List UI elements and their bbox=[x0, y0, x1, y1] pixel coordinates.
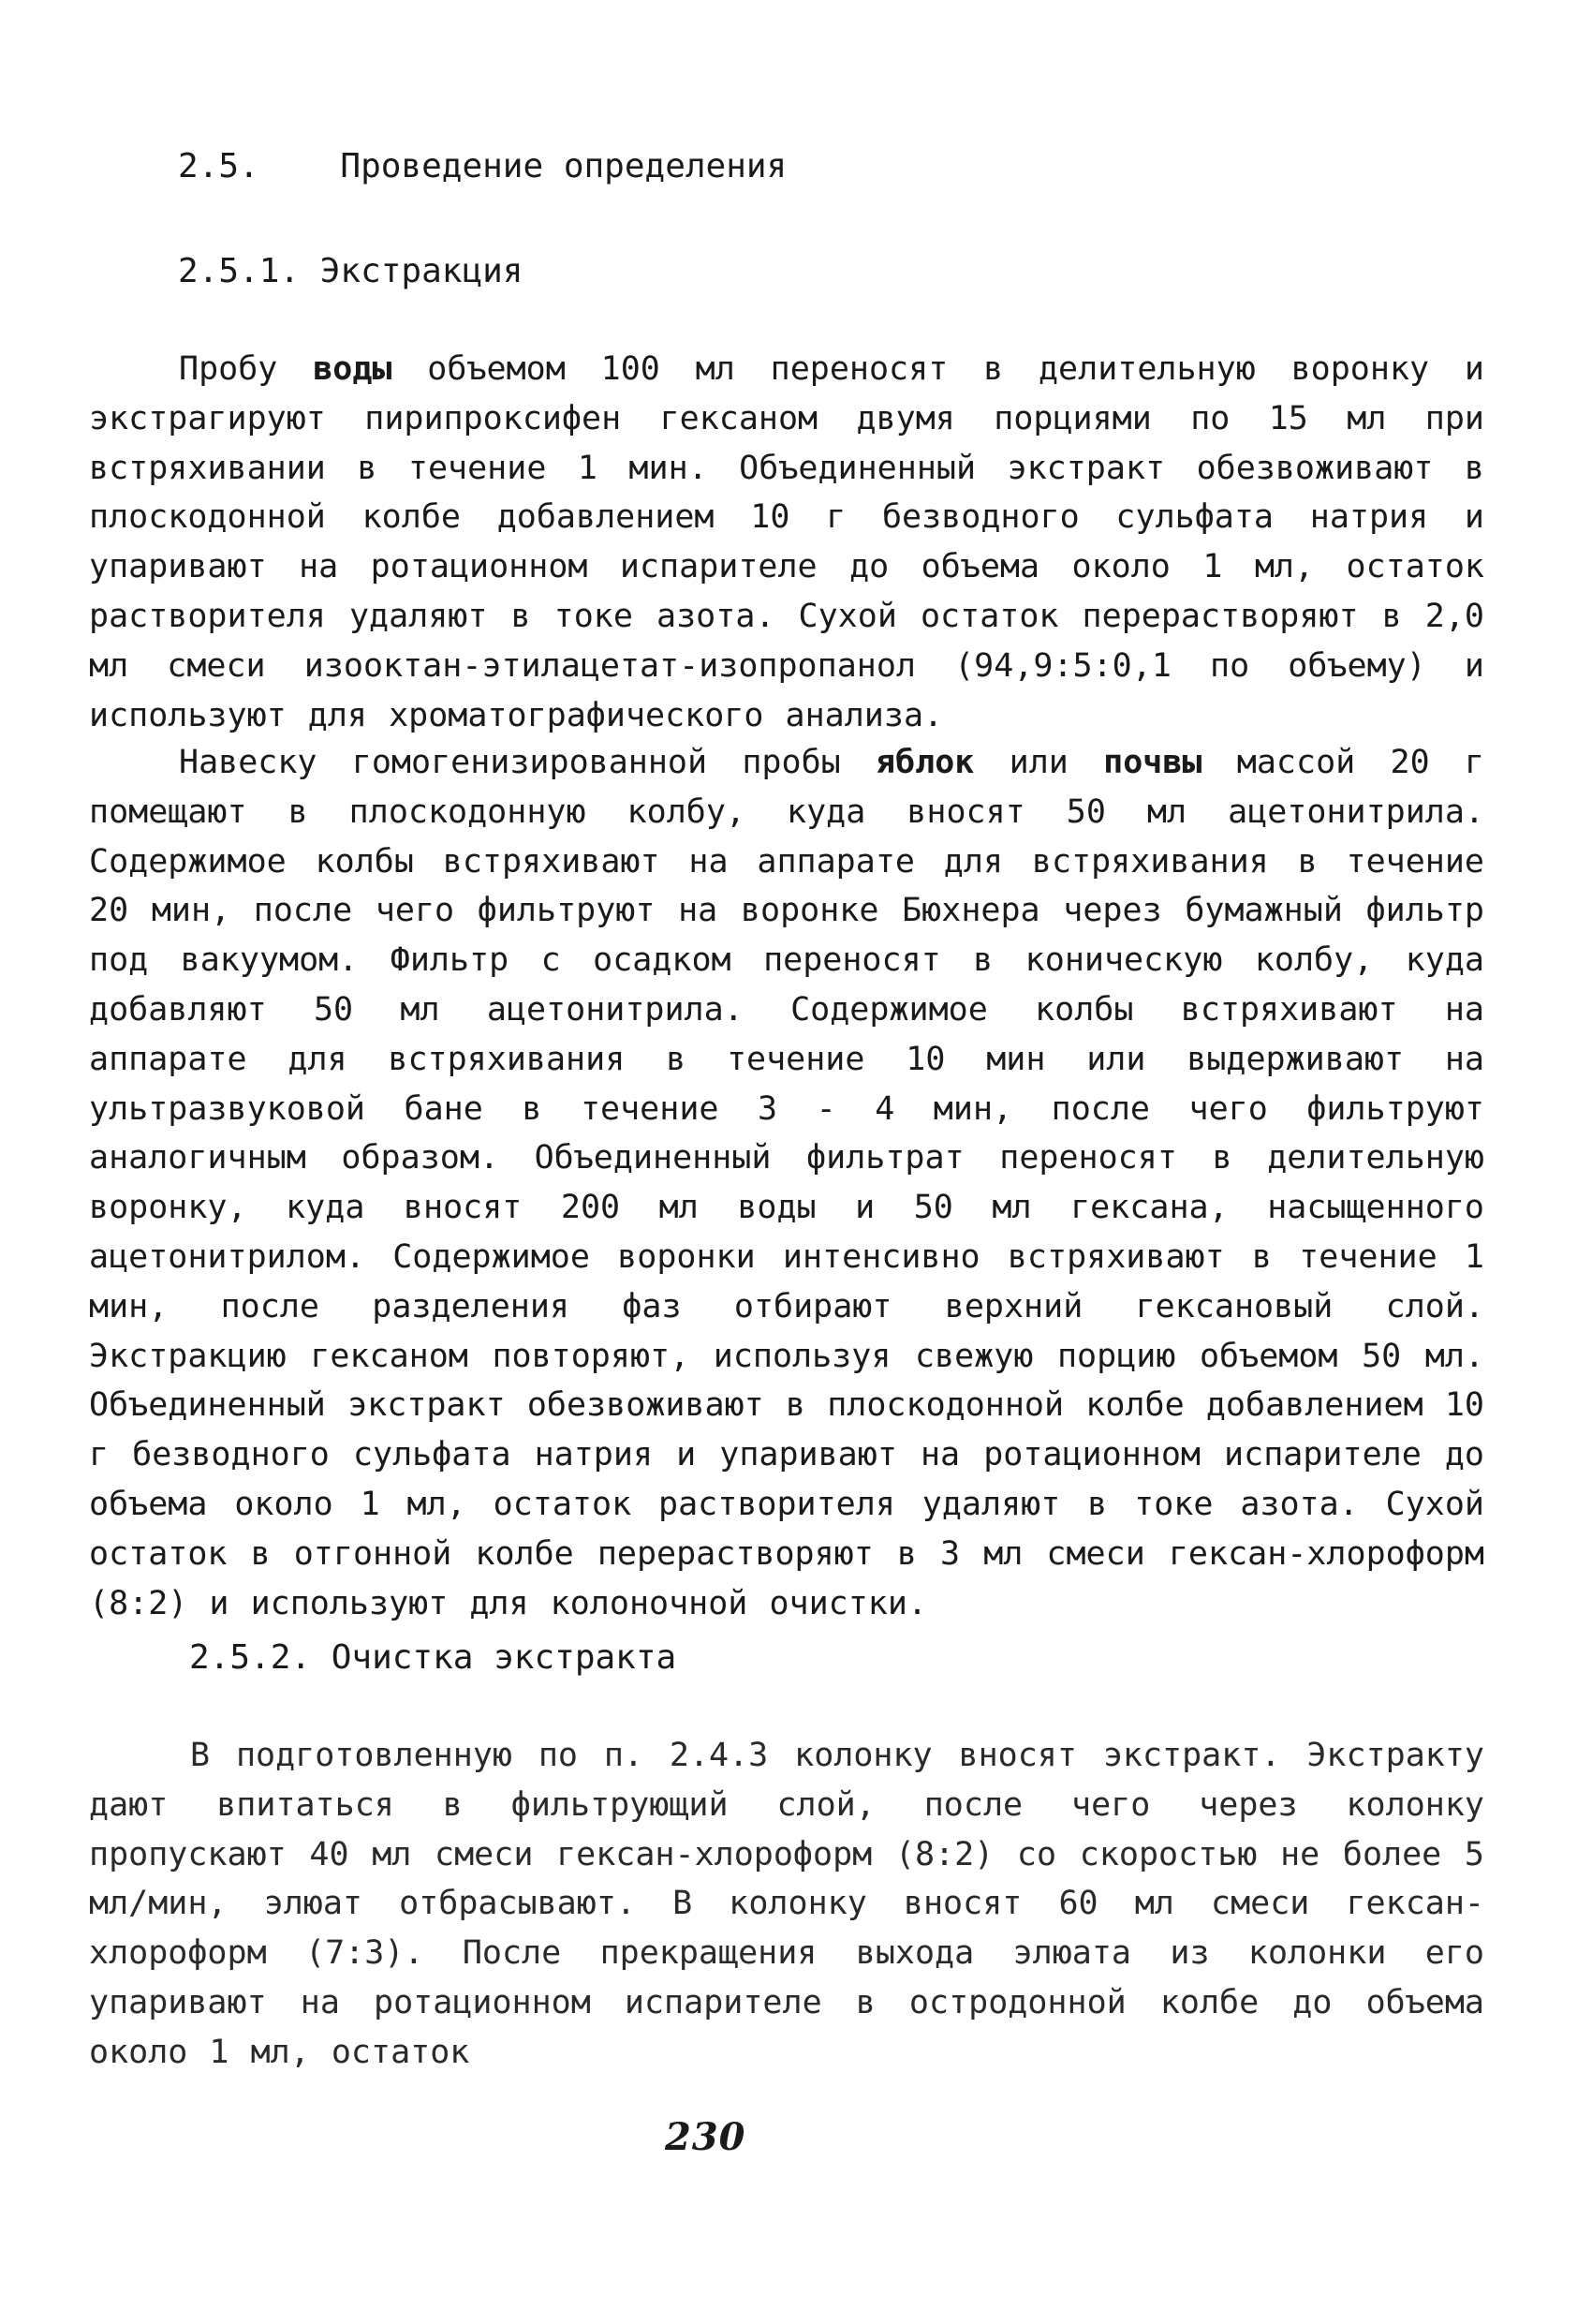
paragraph-apple-soil-extraction bbox=[89, 738, 1484, 1628]
section-title: Экстракция bbox=[319, 252, 523, 290]
text-run: Навеску гомогенизированной пробы bbox=[179, 744, 876, 781]
bold-term-apples: яблок bbox=[876, 744, 975, 781]
section-heading-2-5-2 bbox=[189, 1639, 676, 1677]
text-run: массой 20 г помещают в плоскодонную колбу, куда вносят 50 мл ацетонитрила. Содержимое колбы встряхивают на аппарате для встряхивания в течение 20 мин, после чего фильтруют на воронке Бюхнера через бумажный фильтр под вакуумом. Фильтр с осадком переносят в коническую колбу, куда добавляют 50 мл ацетонитрила. Содержимое колбы встряхивают на аппарате для встряхивания в течение 10 мин или выдерживают на ультразвуковой бане в течение 3 - 4 мин, после чего фильтруют аналогичным образом. Объединенный фильтрат переносят в делительную воронку, куда вносят 200 мл воды и 50 мл гексана, насыщенного ацетонитрилом. Содержимое воронки интенсивно встряхивают в течение 1 мин, после разделения фаз отбирают верхний гексановый слой. Экстракцию гексаном повторяют, используя свежую порцию объемом 50 мл. Объединенный экстракт обезвоживают в плоскодонной колбе добавлением 10 г безводного сульфата натрия и упаривают на ротационном испарителе до объема около 1 мл, остаток растворителя удаляют в токе азота. Сухой остаток в отгонной колбе перерастворяют в 3 мл смеси гексан-хлороформ (8:2) и используют для колоночной очистки. bbox=[89, 744, 1484, 1622]
bold-term-water: воды bbox=[313, 350, 392, 388]
section-number: 2.5.1. bbox=[178, 252, 301, 290]
paragraph-extract-cleanup: В подготовленную по п. 2.4.3 колонку вносят экстракт. Экстракту дают впитаться в фильтрующий слой, после чего через колонку пропускают 40 мл смеси гексан-хлороформ (8:2) со скоростью не более 5 мл/мин, элюат отбрасывают. В колонку вносят 60 мл смеси гексан-хлороформ (7:3). После прекращения выхода элюата из колонки его упаривают на ротационном испарителе в остродонной колбе до объема около 1 мл, остаток bbox=[89, 1737, 1484, 2071]
section-number: 2.5. bbox=[178, 147, 259, 185]
section-title: Очистка экстракта bbox=[331, 1638, 677, 1677]
text-run: или bbox=[974, 744, 1104, 781]
text-run: объемом 100 мл переносят в делительную воронку и экстрагируют пирипроксифен гексаном двумя порциями по 15 мл при встряхивании в течение 1 мин. Объединенный экстракт обезвоживают в плоскодонной колбе добавлением 10 г безводного сульфата натрия и упаривают на ротационном испарителе до объема около 1 мл, остаток растворителя удаляют в токе азота. Сухой остаток перерастворяют в 2,0 мл смеси изооктан-этилацетат-изопропанол (94,9:5:0,1 по объему) и используют для хроматографического анализа. bbox=[89, 350, 1484, 734]
text-run: Пробу bbox=[179, 350, 314, 388]
paragraph-water-extraction bbox=[89, 345, 1484, 740]
page-number: 230 bbox=[665, 2115, 746, 2159]
section-title: Проведение определения bbox=[340, 147, 788, 185]
bold-term-soil: почвы bbox=[1103, 744, 1202, 781]
section-heading-2-5 bbox=[178, 148, 787, 185]
section-heading-2-5-1 bbox=[178, 253, 523, 290]
section-number: 2.5.2. bbox=[189, 1638, 312, 1677]
